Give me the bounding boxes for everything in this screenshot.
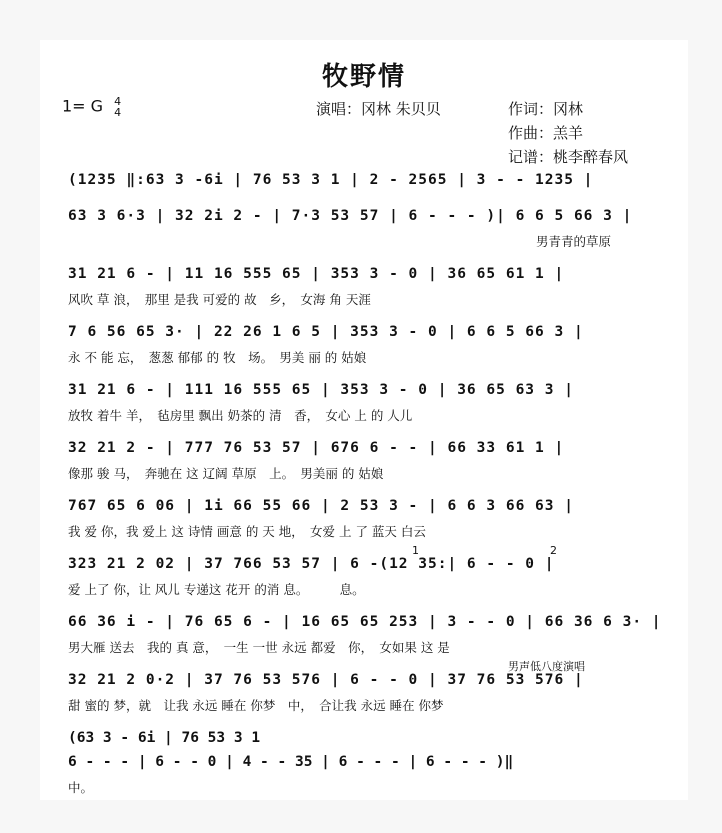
final-upper-notes: (63 3 - 6i | 76 53 3 1 <box>68 730 261 746</box>
song-title: 牧野情 <box>321 62 406 92</box>
row-notes: 32 21 2 - | 777 76 53 57 | 676 6 - - | 66 33 61 1 | <box>68 440 565 456</box>
score-row-3 <box>40 260 688 316</box>
final-lyric: 中。 <box>68 780 94 795</box>
row-notes: 31 21 6 - | 111 16 555 65 | 353 3 - 0 | 36 65 63 3 | <box>68 382 574 398</box>
score-row-7 <box>40 492 688 548</box>
row-lyrics: 像那 骏 马， 奔驰在 这 辽阔 草原 上。 男美丽 的 姑娘 <box>68 466 384 481</box>
row-lyrics: 男大雁 送去 我的 真 意， 一生 一世 永远 都爱 你， 女如果 这 是 <box>68 640 450 655</box>
row-lyrics: 我 爱 你，我 爱上 这 诗情 画意 的 天 地， 女爱 上 了 蓝天 白云 <box>68 524 426 539</box>
score-row-10 <box>40 660 688 722</box>
lyricist-credit: 作词：冈林 <box>508 100 584 118</box>
final-lower-notes: 6 - - - | 6 - - 0 | 4 - - 35 | 6 - - - | 6 - - - )‖ <box>68 754 514 770</box>
row-notes: (1235 ‖:63 3 -6i | 76 53 3 1 | 2 - 2565 | 3 - - 1235 | <box>68 172 594 188</box>
score-row-8 <box>40 544 688 606</box>
score-row-6 <box>40 434 688 490</box>
first-ending-label: 1 <box>412 544 419 557</box>
score-row-4 <box>40 318 688 374</box>
row-lyrics: 永 不 能 忘， 葱葱 郁郁 的 牧 场。 男美 丽 的 姑娘 <box>68 350 367 365</box>
row-lyrics: 风吹 草 浪， 那里 是我 可爱的 故 乡， 女海 角 天涯 <box>68 292 371 307</box>
key-signature <box>62 96 121 118</box>
second-ending-label: 2 <box>550 544 557 557</box>
row-notes: 31 21 6 - | 11 16 555 65 | 353 3 - 0 | 36 65 61 1 | <box>68 266 565 282</box>
score-page <box>40 40 688 800</box>
score-row-final <box>40 726 688 796</box>
composer-credit: 作曲：羔羊 <box>508 124 584 142</box>
row-notes: 63 3 6·3 | 32 2i 2 - | 7·3 53 57 | 6 - - - )| 6 6 5 66 3 | <box>68 208 633 224</box>
row-lyrics: 放牧 着牛 羊， 毡房里 飘出 奶茶的 清 香， 女心 上 的 人儿 <box>68 408 413 423</box>
row-notes: 66 36 i - | 76 65 6 - | 16 65 65 253 | 3 - - 0 | 66 36 6 3· | <box>68 614 662 630</box>
time-unit: 4 <box>114 106 122 119</box>
row-lyrics: 爱 上了 你，让 风儿 专递这 花开 的消 息。 息。 <box>68 582 365 597</box>
row-notes: 767 65 6 06 | 1i 66 55 66 | 2 53 3 - | 6 6 3 66 63 | <box>68 498 574 514</box>
row-notes: 7 6 56 65 3· | 22 26 1 6 5 | 353 3 - 0 | 6 6 5 66 3 | <box>68 324 584 340</box>
row-notes: 32 21 2 0·2 | 37 76 53 576 | 6 - - 0 | 37 76 53 576 | <box>68 672 584 688</box>
time-signature <box>114 96 121 118</box>
singers-credit: 演唱：冈林 朱贝贝 <box>316 100 441 118</box>
key-tonic: 1= G <box>62 96 104 116</box>
row-lyrics: 甜 蜜的 梦，就 让我 永远 睡在 你梦 中， 合让我 永远 睡在 你梦 <box>68 698 444 713</box>
row-notes: 323 21 2 02 | 37 766 53 57 | 6 -(12 35:| 6 - - 0 | <box>68 556 555 572</box>
low-octave-note: 男声低八度演唱 <box>508 660 585 673</box>
score-row-5 <box>40 376 688 432</box>
score-row-2 <box>40 202 688 258</box>
transcriber-credit: 记谱：桃李醉春风 <box>508 148 629 166</box>
row-lyrics: 男青青的草原 <box>536 234 612 249</box>
time-beats: 4 <box>114 95 122 108</box>
score-row-9 <box>40 608 688 664</box>
